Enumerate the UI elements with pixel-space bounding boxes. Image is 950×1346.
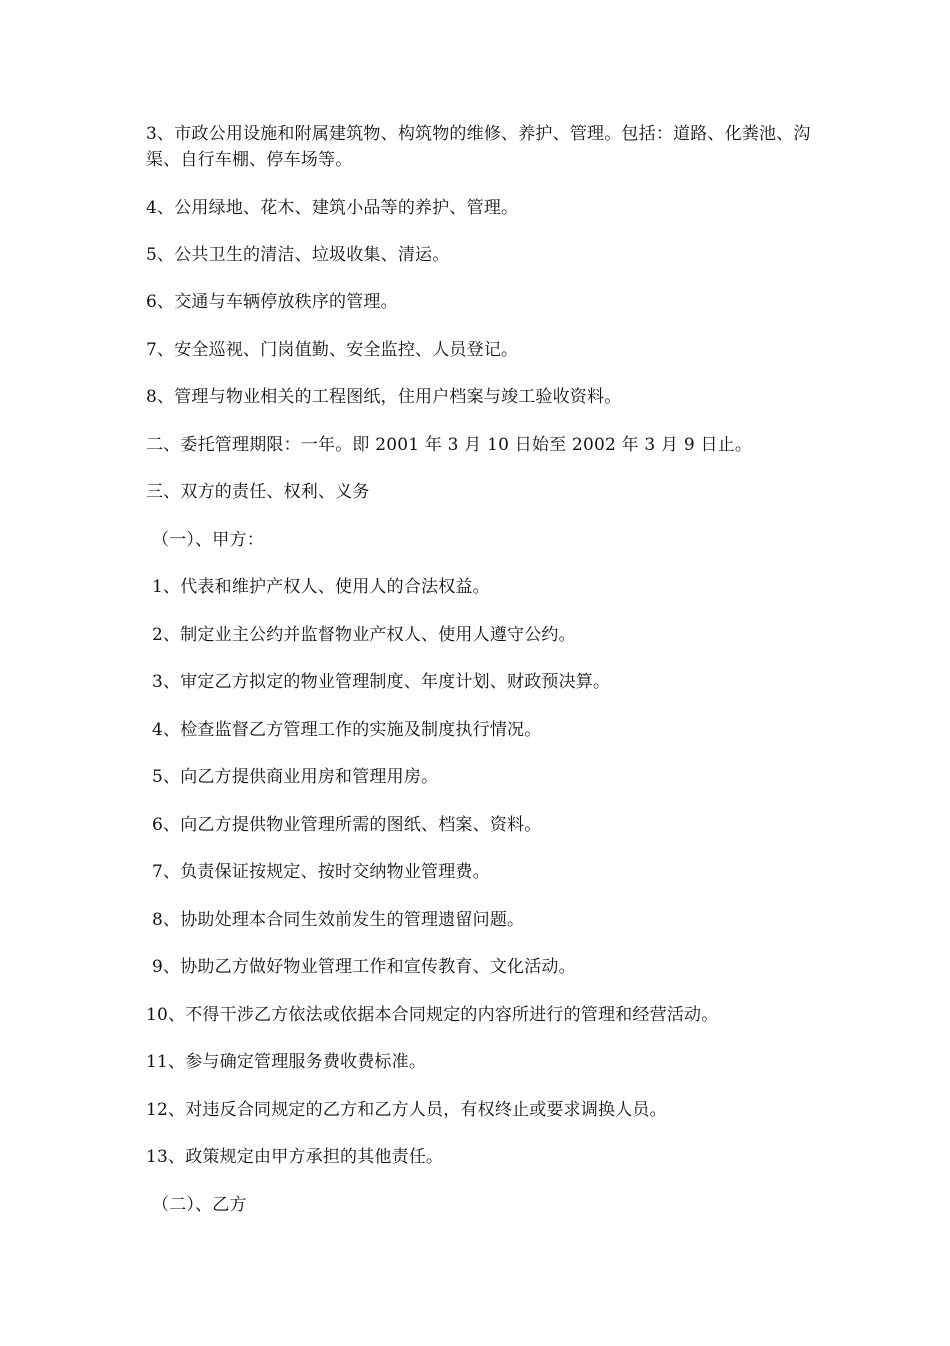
- party-b-heading: （二）、乙方: [152, 1195, 247, 1215]
- party-a-item-11: 11、参与确定管理服务费收费标准。: [146, 1052, 427, 1072]
- clause-4-green-areas: 4、公用绿地、花木、建筑小品等的养护、管理。: [146, 198, 519, 218]
- party-a-item-8: 8、协助处理本合同生效前发生的管理遗留问题。: [152, 910, 525, 930]
- clause-8-records: 8、管理与物业相关的工程图纸，住用户档案与竣工验收资料。: [146, 387, 622, 407]
- section-3-heading: 三、双方的责任、权利、义务: [146, 482, 370, 502]
- clause-3-public-facilities: 3、市政公用设施和附属建筑物、构筑物的维修、养护、管理。包括：道路、化粪池、沟渠、自行车棚、停车场等。: [146, 124, 811, 170]
- party-a-item-6: 6、向乙方提供物业管理所需的图纸、档案、资料。: [152, 815, 542, 835]
- party-a-heading: （一）、甲方：: [152, 530, 264, 550]
- party-a-item-4: 4、检查监督乙方管理工作的实施及制度执行情况。: [152, 720, 542, 740]
- party-a-item-10: 10、不得干涉乙方依法或依据本合同规定的内容所进行的管理和经营活动。: [146, 1005, 719, 1025]
- party-a-item-9: 9、协助乙方做好物业管理工作和宣传教育、文化活动。: [152, 957, 576, 977]
- party-a-item-13: 13、政策规定由甲方承担的其他责任。: [146, 1147, 444, 1167]
- party-a-item-5: 5、向乙方提供商业用房和管理用房。: [152, 767, 439, 787]
- party-a-item-3: 3、审定乙方拟定的物业管理制度、年度计划、财政预决算。: [152, 672, 611, 692]
- party-a-item-1: 1、代表和维护产权人、使用人的合法权益。: [152, 577, 490, 597]
- section-2-term: 二、委托管理期限：一年。即 2001 年 3 月 10 日始至 2002 年 3 月 9 日止。: [146, 435, 753, 455]
- clause-6-traffic: 6、交通与车辆停放秩序的管理。: [146, 292, 398, 312]
- party-a-item-2: 2、制定业主公约并监督物业产权人、使用人遵守公约。: [152, 625, 576, 645]
- party-a-item-7: 7、负责保证按规定、按时交纳物业管理费。: [152, 862, 490, 882]
- party-a-item-12: 12、对违反合同规定的乙方和乙方人员，有权终止或要求调换人员。: [146, 1100, 667, 1120]
- clause-7-security: 7、安全巡视、门岗值勤、安全监控、人员登记。: [146, 340, 519, 360]
- clause-5-sanitation: 5、公共卫生的清洁、垃圾收集、清运。: [146, 245, 450, 265]
